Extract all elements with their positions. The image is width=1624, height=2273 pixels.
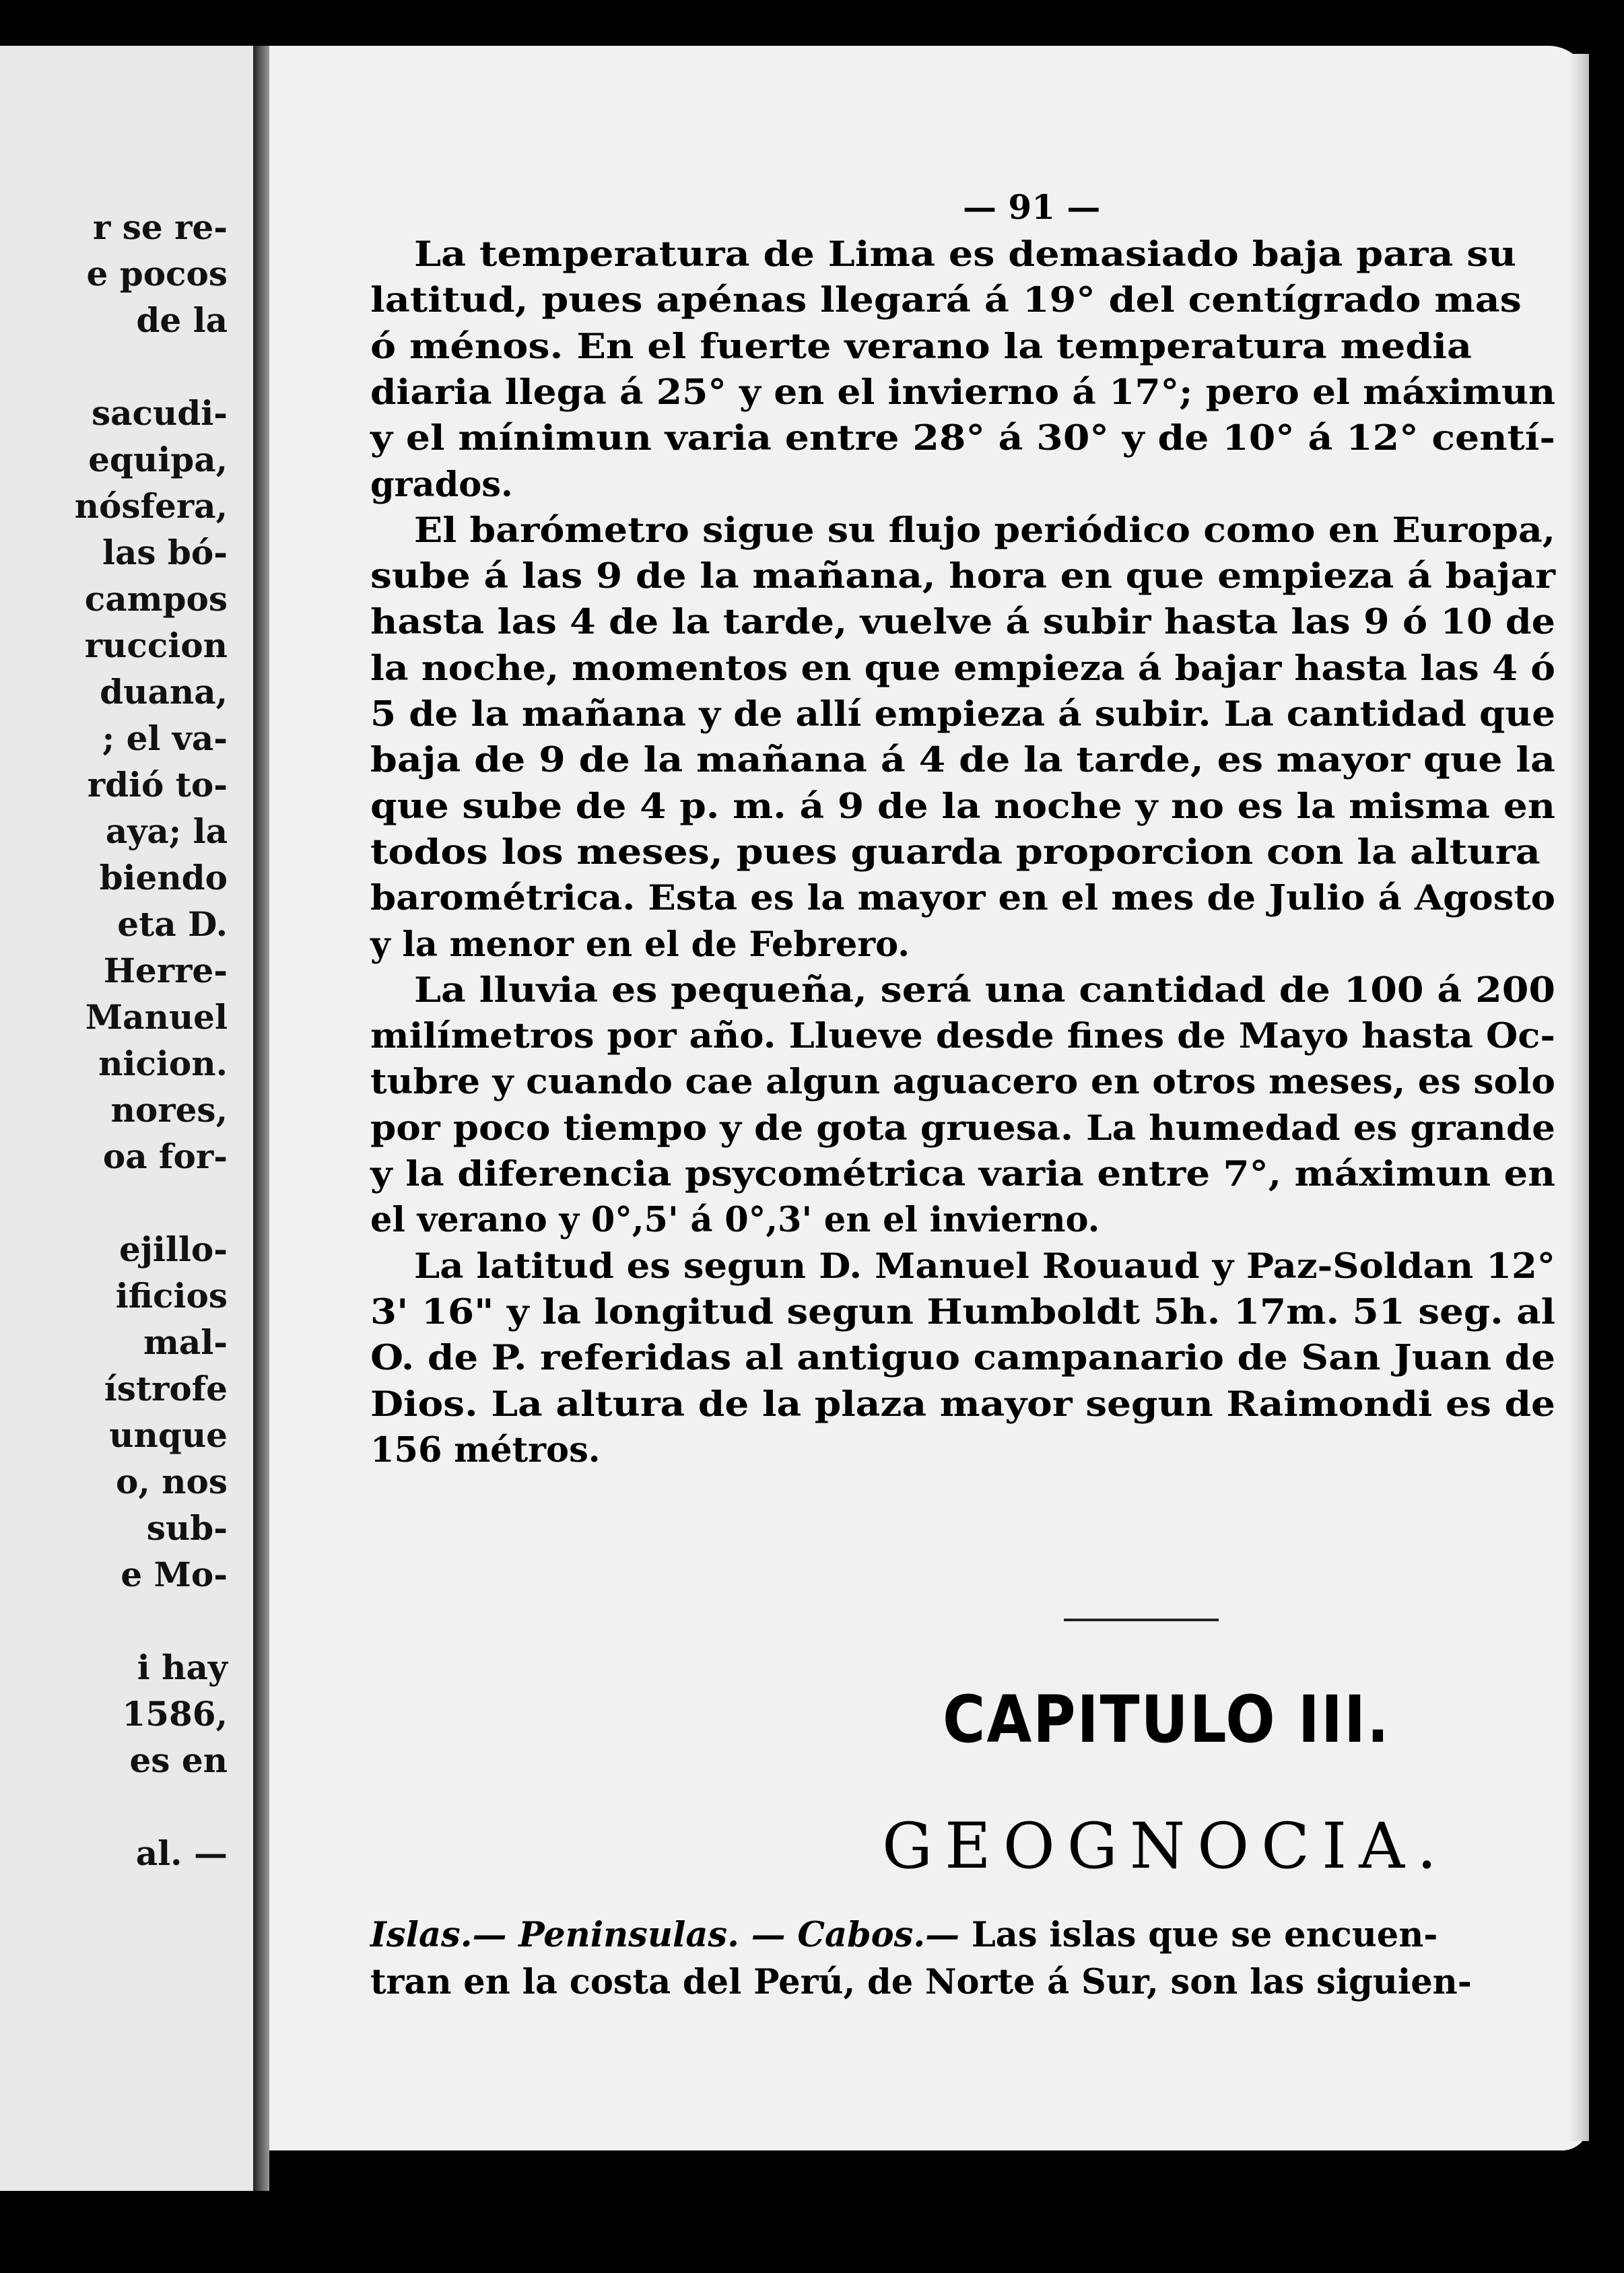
left-page-line: sub- [146, 1508, 228, 1548]
text-line: hasta las 4 de la tarde, vuelve á subir hasta las 9 ó 10 de [370, 602, 1555, 643]
left-page-line [75, 343, 228, 390]
left-page-line: oa for- [102, 1136, 228, 1176]
text-line: O. de P. referidas al antiguo campanario de San Juan de [370, 1338, 1555, 1379]
left-page-text [75, 204, 228, 1876]
book-gutter [253, 46, 269, 2191]
left-page-line: biendo [99, 858, 228, 897]
left-page-line: nores, [110, 1090, 228, 1130]
left-page-line: es en [129, 1740, 228, 1780]
left-page-line: ificios [115, 1276, 228, 1316]
section-lead-line [370, 1915, 1437, 1955]
left-page-line: unque [109, 1415, 228, 1455]
text-line: 3' 16" y la longitud segun Humboldt 5h. 17m. 51 seg. al [370, 1291, 1555, 1332]
text-line: ó ménos. En el fuerte verano la temperatura media [370, 326, 1472, 367]
text-line: la noche, momentos en que empieza á bajar hasta las 4 ó [370, 648, 1555, 689]
left-page-line [75, 1598, 228, 1644]
text-line: 5 de la mañana y de allí empieza á subir. La cantidad que [370, 694, 1555, 735]
text-line: 156 métros. [370, 1429, 601, 1470]
left-page-line: sacudi- [91, 393, 228, 433]
page-edge [1569, 54, 1589, 2141]
left-page-line: ruccion [84, 625, 228, 665]
left-page-line: mal- [143, 1322, 228, 1362]
text-line: sube á las 9 de la mañana, hora en que empieza á bajar [370, 556, 1555, 597]
left-page-line: de la [136, 300, 228, 340]
left-page-line: campos [84, 579, 228, 619]
text-line: todos los meses, pues guarda proporcion con la altura [370, 832, 1541, 873]
left-page-line [75, 1180, 228, 1226]
section-line: tran en la costa del Perú, de Norte á Sur, son las siguien- [370, 1962, 1472, 2002]
chapter-subject: GEOGNOCIA. [882, 1810, 1449, 1883]
text-line: tubre y cuando cae algun aguacero en otros meses, es solo [370, 1062, 1555, 1103]
text-line: La lluvia es pequeña, será una cantidad de 100 á 200 [414, 970, 1555, 1011]
left-page-line: aya; la [105, 811, 228, 851]
left-page-line: Manuel [85, 997, 228, 1037]
left-page-line: eta D. [117, 904, 228, 944]
text-line: diaria llega á 25° y en el invierno á 17°; pero el máximun [370, 372, 1555, 413]
left-page-line: las bó- [102, 533, 228, 572]
section-topics: Islas.— Peninsulas. — Cabos.— [370, 1915, 960, 1955]
left-page-line: o, nos [115, 1462, 228, 1501]
left-page-line: i hay [137, 1648, 228, 1687]
left-page-line: al. — [135, 1833, 228, 1873]
text-line: baja de 9 de la mañana á 4 de la tarde, es mayor que la [370, 740, 1555, 781]
left-page-line: ; el va- [102, 718, 228, 758]
left-page-line: ístrofe [104, 1369, 228, 1409]
text-line: La latitud es segun D. Manuel Rouaud y Paz-Soldan 12° [414, 1246, 1555, 1287]
text-line: El barómetro sigue su flujo periódico como en Europa, [414, 510, 1555, 551]
text-line: y la diferencia psycométrica varia entre 7°, máximun en [370, 1154, 1555, 1194]
text-line: por poco tiempo y de gota gruesa. La humedad es grande [370, 1108, 1555, 1149]
text-line: La temperatura de Lima es demasiado baja para su [414, 234, 1516, 275]
left-page-line: duana, [100, 672, 228, 712]
left-page-line: r se re- [92, 207, 228, 247]
section-rule [1064, 1619, 1219, 1621]
text-line: barométrica. Esta es la mayor en el mes de Julio á Agosto [370, 878, 1555, 919]
left-page-line: 1586, [122, 1694, 228, 1734]
chapter-heading: CAPITULO III. [943, 1682, 1390, 1757]
text-line: y el mínimun varia entre 28° á 30° y de 10° á 12° centí- [370, 418, 1555, 459]
text-line: y la menor en el de Febrero. [370, 924, 910, 965]
left-page-line: rdió to- [87, 765, 228, 805]
left-page [0, 46, 253, 2191]
right-page [269, 46, 1589, 2150]
left-page-line [75, 1784, 228, 1830]
text-line: latitud, pues apénas llegará á 19° del centígrado mas [370, 280, 1522, 321]
text-line: grados. [370, 464, 513, 505]
text-line: el verano y 0°,5' á 0°,3' en el invierno. [370, 1200, 1100, 1241]
page-number: — 91 — [963, 187, 1101, 227]
left-page-line: equipa, [88, 440, 228, 479]
left-page-line: e Mo- [121, 1555, 228, 1594]
left-page-line: Herre- [103, 951, 228, 990]
text-line: milímetros por año. Llueve desde fines de Mayo hasta Oc- [370, 1016, 1555, 1057]
left-page-line: ejillo- [119, 1229, 228, 1269]
left-page-line: e pocos [86, 254, 228, 294]
left-page-line: nicion. [98, 1044, 228, 1083]
section-lead-text: Las islas que se encuen- [959, 1915, 1438, 1955]
left-page-line: nósfera, [74, 486, 228, 526]
text-line: que sube de 4 p. m. á 9 de la noche y no es la misma en [370, 786, 1555, 827]
text-line: Dios. La altura de la plaza mayor segun Raimondi es de [370, 1384, 1555, 1425]
